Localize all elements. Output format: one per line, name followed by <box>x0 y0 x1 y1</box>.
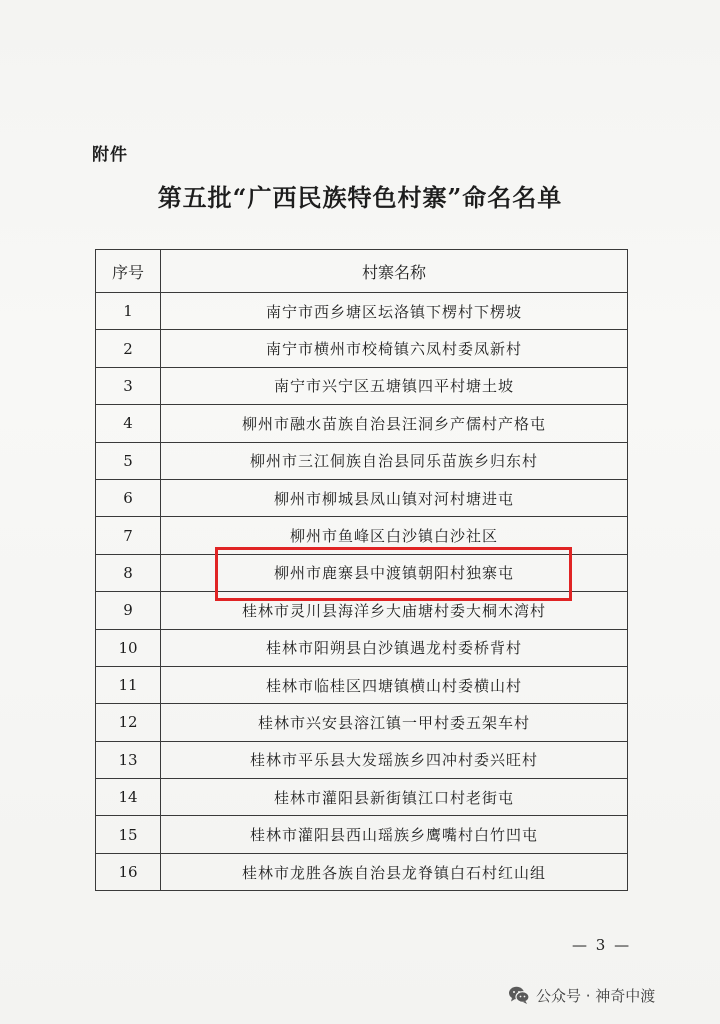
wechat-icon <box>508 985 530 1005</box>
column-header-number: 序号 <box>96 250 161 293</box>
village-name: 南宁市兴宁区五塘镇四平村塘土坡 <box>161 367 628 404</box>
row-number: 14 <box>96 779 161 816</box>
table-row <box>96 293 628 330</box>
red-highlight-box <box>215 547 572 601</box>
table-header-row <box>96 250 628 293</box>
row-number: 13 <box>96 741 161 778</box>
village-name: 桂林市灵川县海洋乡大庙塘村委大桐木湾村 <box>161 592 628 629</box>
village-name: 桂林市平乐县大发瑶族乡四冲村委兴旺村 <box>161 741 628 778</box>
village-name: 桂林市灌阳县新街镇江口村老街屯 <box>161 779 628 816</box>
village-name: 桂林市阳朔县白沙镇遇龙村委桥背村 <box>161 629 628 666</box>
table-row <box>96 405 628 442</box>
village-name: 柳州市鱼峰区白沙镇白沙社区 <box>161 517 628 554</box>
table-row <box>96 853 628 890</box>
column-header-village-name: 村寨名称 <box>161 250 628 293</box>
village-name: 桂林市兴安县溶江镇一甲村委五架车村 <box>161 704 628 741</box>
table-row <box>96 816 628 853</box>
row-number: 9 <box>96 592 161 629</box>
row-number: 8 <box>96 554 161 591</box>
village-name: 南宁市横州市校椅镇六凤村委凤新村 <box>161 330 628 367</box>
village-name: 柳州市三江侗族自治县同乐苗族乡归东村 <box>161 442 628 479</box>
row-number: 4 <box>96 405 161 442</box>
row-number: 10 <box>96 629 161 666</box>
row-number: 7 <box>96 517 161 554</box>
table-row <box>96 479 628 516</box>
table-row <box>96 666 628 703</box>
village-name: 南宁市西乡塘区坛洛镇下楞村下楞坡 <box>161 293 628 330</box>
village-name: 桂林市临桂区四塘镇横山村委横山村 <box>161 666 628 703</box>
village-name: 柳州市鹿寨县中渡镇朝阳村独寨屯 <box>161 554 628 591</box>
village-name: 柳州市柳城县凤山镇对河村塘进屯 <box>161 479 628 516</box>
row-number: 11 <box>96 666 161 703</box>
table-row <box>96 367 628 404</box>
wechat-watermark <box>508 982 655 1008</box>
table-row <box>96 704 628 741</box>
table-row <box>96 330 628 367</box>
row-number: 16 <box>96 853 161 890</box>
table-row <box>96 779 628 816</box>
village-name: 桂林市龙胜各族自治县龙脊镇白石村红山组 <box>161 853 628 890</box>
village-name: 柳州市融水苗族自治县汪洞乡产儒村产格屯 <box>161 405 628 442</box>
page-number: — 3 — <box>572 936 632 954</box>
village-name: 桂林市灌阳县西山瑶族乡鹰嘴村白竹凹屯 <box>161 816 628 853</box>
row-number: 3 <box>96 367 161 404</box>
table-row <box>96 741 628 778</box>
row-number: 6 <box>96 479 161 516</box>
row-number: 2 <box>96 330 161 367</box>
watermark-text: 公众号 · 神奇中渡 <box>536 986 656 1005</box>
row-number: 5 <box>96 442 161 479</box>
table-row <box>96 442 628 479</box>
document-title: 第五批“广西民族特色村寨”命名名单 <box>157 183 563 212</box>
row-number: 1 <box>96 293 161 330</box>
attachment-label: 附件 <box>92 145 128 165</box>
row-number: 12 <box>96 704 161 741</box>
table-row <box>96 629 628 666</box>
row-number: 15 <box>96 816 161 853</box>
